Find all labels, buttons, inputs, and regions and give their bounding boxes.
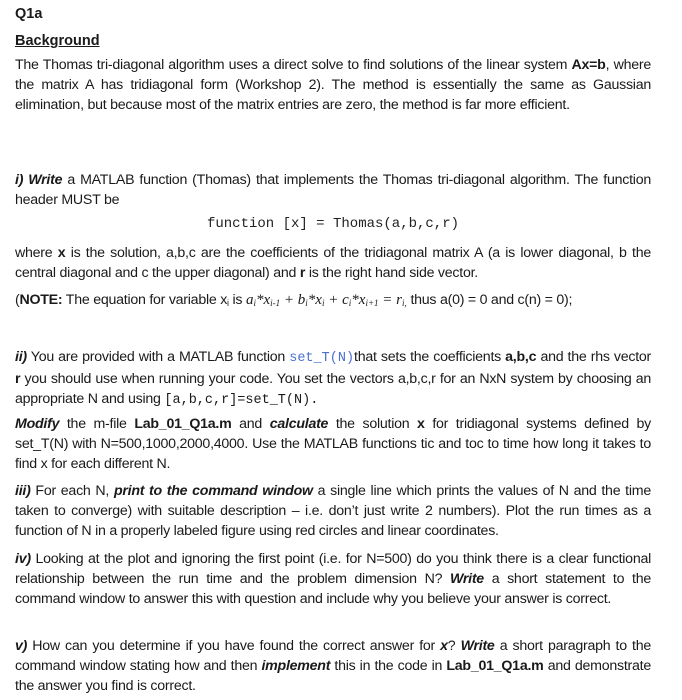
part-i-label: i) Write [15, 172, 63, 188]
part-ii-text: You are provided with a MATLAB function [26, 349, 290, 365]
eq-sub: i [348, 298, 352, 308]
note-text: The equation for variable x [62, 292, 228, 308]
part-i-paragraph [15, 170, 651, 210]
var-x: x [57, 245, 66, 261]
eq-c: c [342, 292, 349, 308]
note-label: NOTE: [19, 292, 63, 308]
note-tail: thus a(0) = 0 and c(n) = 0); [406, 292, 573, 308]
where-text-cont: is the solution, a,b,c are the coefficients of the tridiagonal matrix A (a is lower diagonal, b the central diagonal and c the upper diagonal) and [15, 245, 651, 281]
note-paren: ( [15, 292, 20, 308]
eq-plus: + [280, 292, 298, 308]
print-command-window-emphasis: print to the command window [113, 483, 313, 499]
var-x: x [440, 638, 448, 654]
eq-a: a [245, 292, 254, 308]
eq-plus: + [324, 292, 343, 308]
part-v-text: How can you determine if you have found the correct answer for [27, 638, 441, 654]
function-header-code: function [x] = Thomas(a,b,c,r) [206, 216, 460, 232]
set-t-function-ref: set_T(N) [289, 351, 355, 366]
part-iii-label: iii) [15, 483, 31, 499]
eq-sub: i-1 [270, 298, 281, 308]
write-label: Write [449, 571, 484, 587]
part-v-text: and demonstrate the answer you find is correct. [15, 658, 651, 694]
equation-axb: Ax=b [571, 57, 606, 73]
background-text-cont: , where the matrix A has tridiagonal form (Workshop 2). The method is essentially the same as Gaussian elimination, but because most of the matrix entries are zero, the method is far more efficient. [15, 57, 651, 113]
part-iv-label: iv) [15, 551, 31, 567]
var-r: r [15, 371, 21, 387]
eq-x: *x [307, 292, 322, 308]
part-i-where-paragraph [15, 243, 651, 283]
question-id: Q1a [15, 6, 43, 22]
part-i-text: a MATLAB function (Thomas) that implements the Thomas tri-diagonal algorithm. The function header MUST be [15, 172, 651, 208]
note-subscript: i [227, 298, 229, 308]
part-ii-text: and the rhs vector [536, 349, 651, 365]
part-iv-paragraph [15, 549, 651, 609]
coefficients-abc: a,b,c [505, 349, 537, 365]
part-v-paragraph [15, 636, 651, 696]
part-ii-label: ii) [15, 349, 27, 365]
part-ii-text: that sets the coefficients [354, 349, 506, 365]
part-ii-paragraph [15, 347, 651, 411]
modify-text: the m-file [59, 416, 135, 432]
background-heading: Background [15, 33, 100, 49]
eq-r: r [396, 292, 402, 308]
write-label: Write [460, 638, 495, 654]
modify-label: Modify [15, 416, 60, 432]
part-iii-text: a single line which prints the values of N and the time taken to converge) with suitable description – i.e. don’t just write 2 numbers). Plot the run times as a function of N in a properly labeled figure using red circles and linear coordinates. [15, 483, 651, 539]
part-v-label: v) [15, 638, 28, 654]
part-v-text: ? [447, 638, 461, 654]
implement-label: implement [261, 658, 331, 674]
background-text: The Thomas tri-diagonal algorithm uses a direct solve to find solutions of the linear system [15, 57, 572, 73]
note-paragraph [15, 290, 651, 313]
part-v-text: a short paragraph to the command window stating how and then [15, 638, 651, 674]
modify-text: and [231, 416, 270, 432]
eq-b: b [297, 292, 306, 308]
part-iii-paragraph [15, 481, 651, 541]
modify-text: the solution [328, 416, 418, 432]
equation [246, 292, 407, 308]
eq-sub: i [321, 298, 325, 308]
where-text: where [15, 245, 58, 261]
part-ii-text: you should use when running your code. You set the vectors a,b,c,r for an NxN system by choosing an appropriate N and using [15, 371, 651, 407]
var-x: x [417, 416, 425, 432]
eq-x: *x [255, 292, 271, 308]
eq-sub: i [253, 298, 256, 308]
where-text-end: is the right hand side vector. [305, 265, 478, 281]
calculate-label: calculate [269, 416, 329, 432]
mfile-name: Lab_01_Q1a.m [446, 658, 544, 674]
eq-sub: i, [401, 298, 407, 308]
eq-x: *x [351, 292, 366, 308]
note-is: is [228, 292, 246, 308]
background-paragraph [15, 55, 651, 115]
mfile-name: Lab_01_Q1a.m [134, 416, 232, 432]
modify-text: for tridiagonal systems defined by set_T(N) with N=500,1000,2000,4000. Use the MATLAB functions tic and toc to time how long it takes to find x for each different N. [15, 416, 651, 472]
part-v-text: this in the code in [330, 658, 447, 674]
eq-sub: i+1 [365, 298, 379, 308]
part-iii-text: For each N, [30, 483, 114, 499]
part-iv-text: a short statement to the command window to answer this with question and include why you believe your answer is correct. [15, 571, 651, 607]
part-iv-text: Looking at the plot and ignoring the first point (i.e. for N=500) do you think there is a clear functional relationship between the run time and the problem dimension N? [15, 551, 651, 587]
eq-sub: i [305, 298, 308, 308]
modify-paragraph [15, 414, 651, 474]
set-t-call-code: [a,b,c,r]=set_T(N). [164, 393, 319, 408]
var-r: r [299, 265, 306, 281]
eq-equals: = [378, 292, 397, 308]
